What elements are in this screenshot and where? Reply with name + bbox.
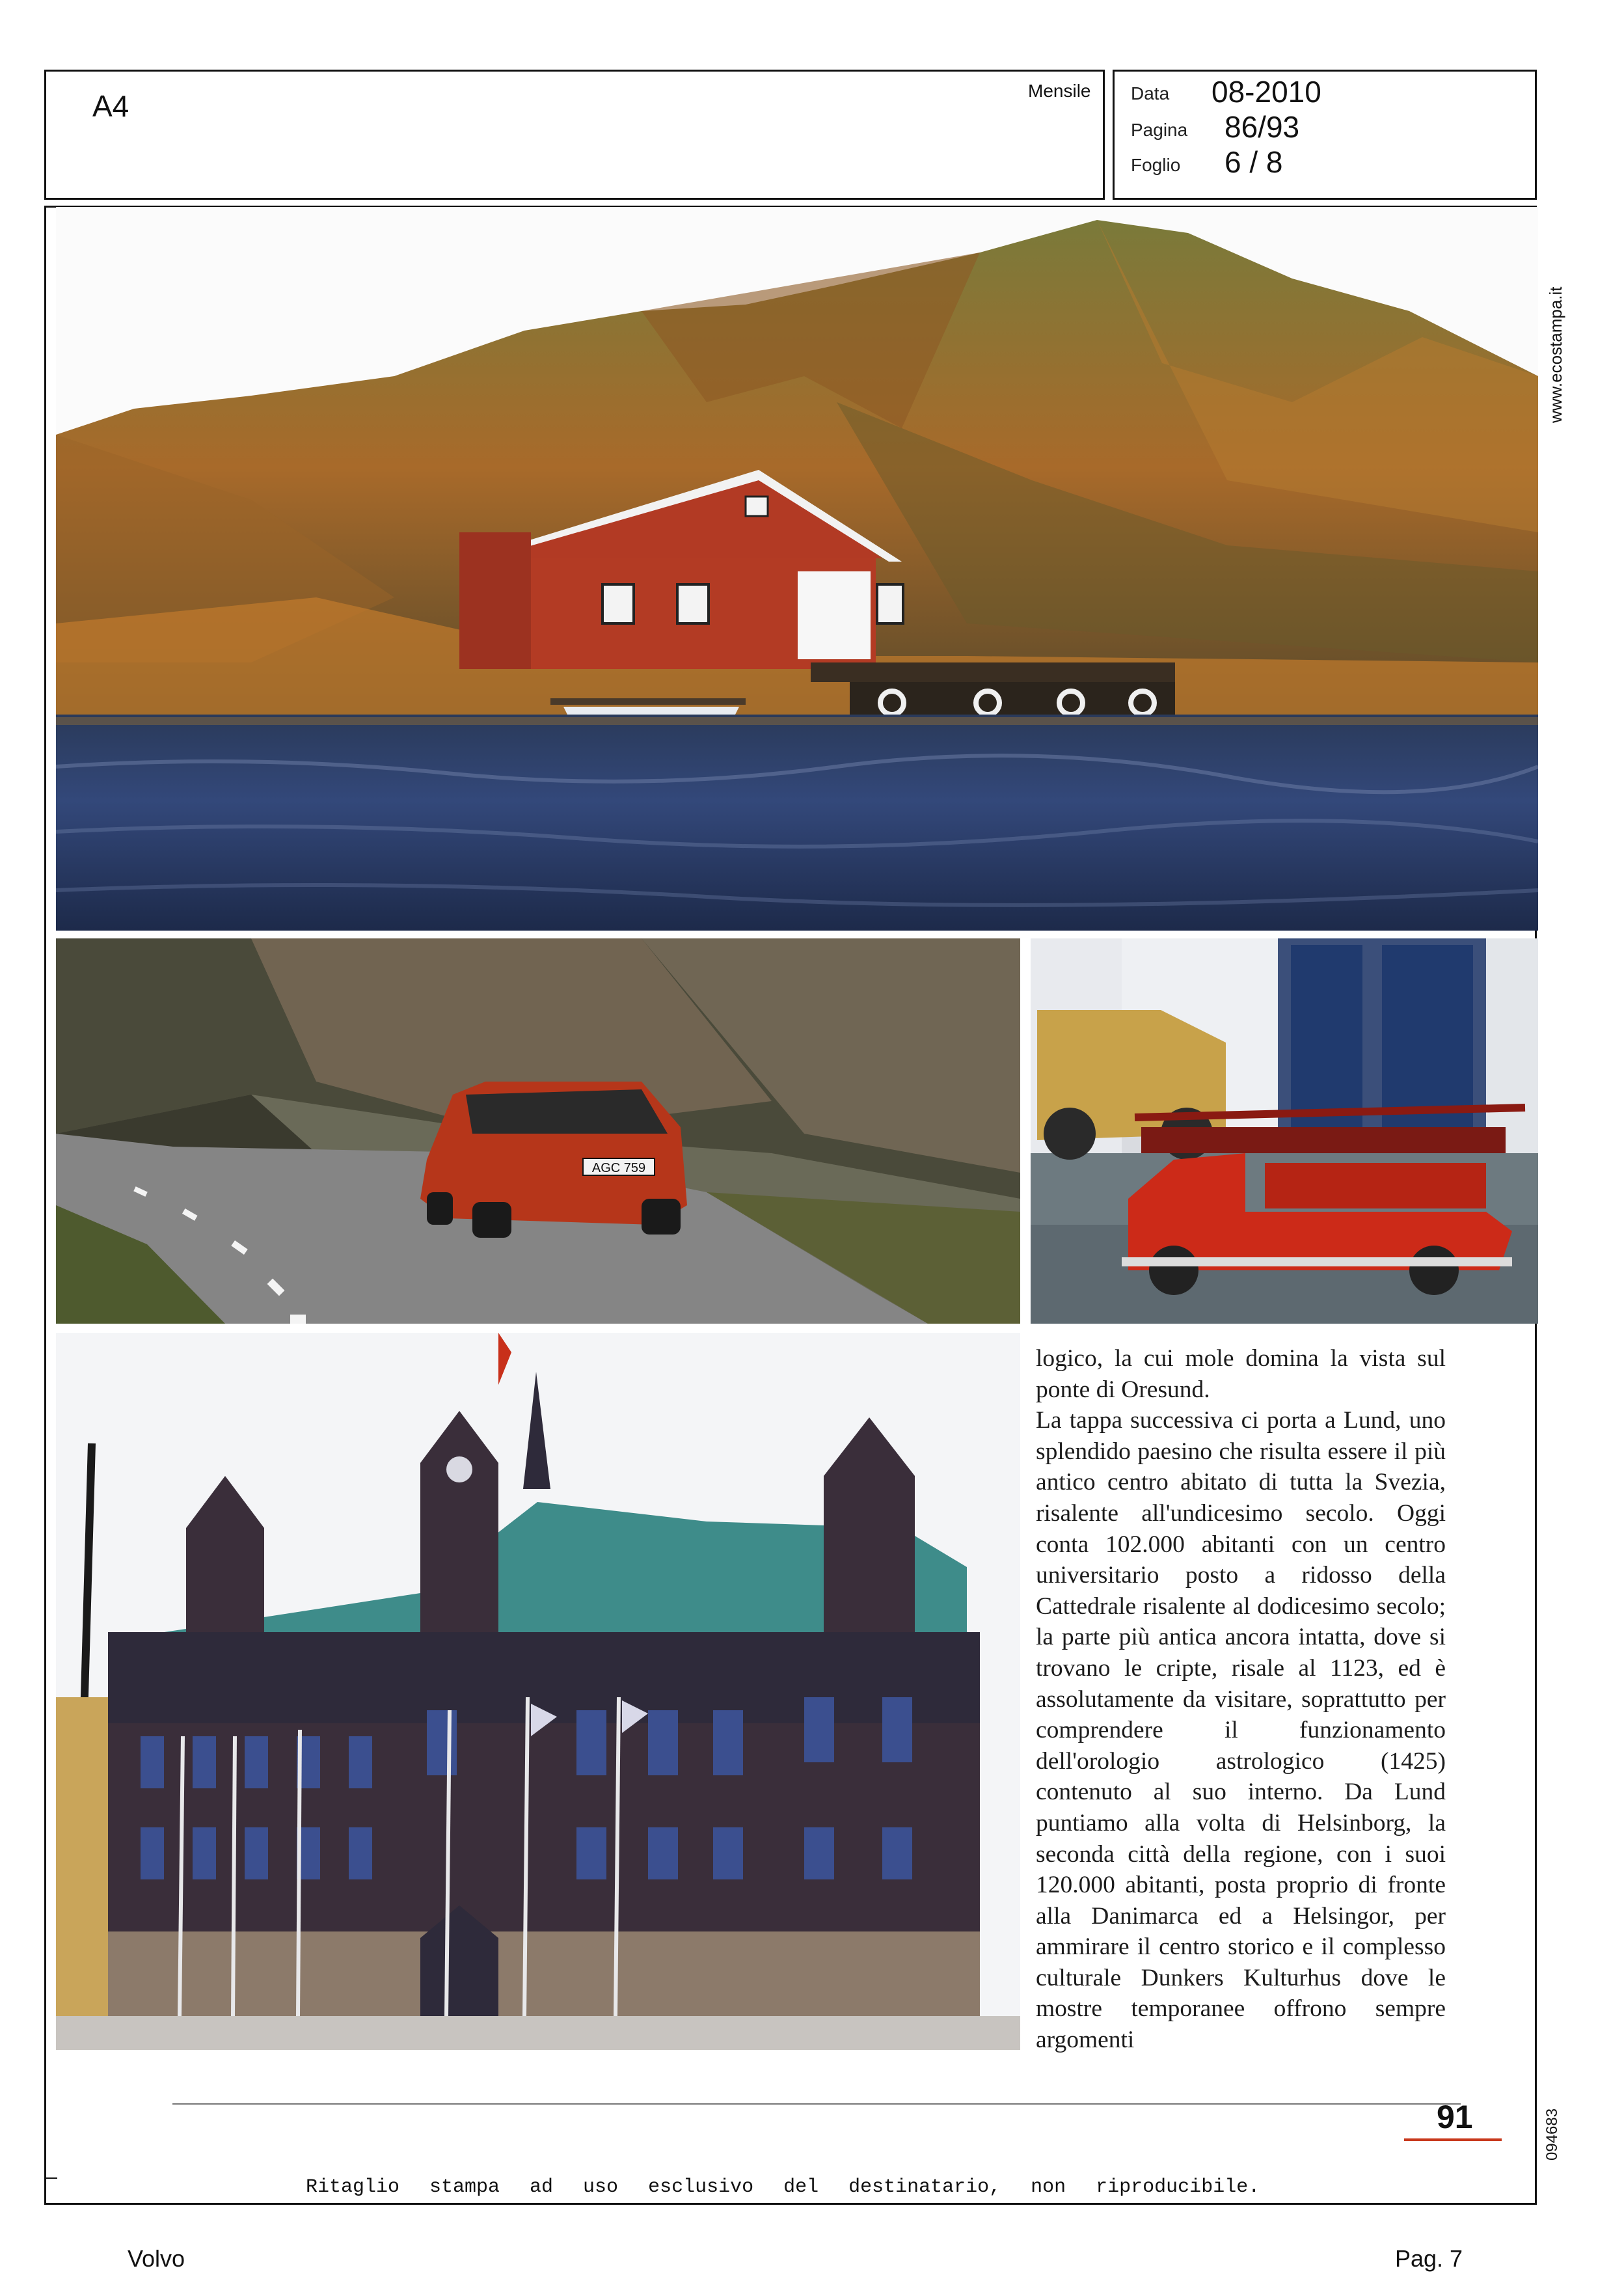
website-vertical: www.ecostampa.it — [1546, 286, 1565, 423]
header-left-box — [44, 70, 1105, 200]
boathouse-photo — [56, 207, 1538, 931]
clipping-code-vertical: 094683 — [1543, 2108, 1561, 2161]
client-name: Volvo — [128, 2245, 185, 2272]
page-number-underline — [1404, 2138, 1502, 2141]
frequency-label: Mensile — [1028, 81, 1091, 101]
format-label: A4 — [92, 89, 129, 123]
disclaimer: Ritaglio stampa ad uso esclusivo del destinatario, non riproducibile. — [306, 2176, 1260, 2198]
article-paragraph: La tappa successiva ci porta a Lund, uno splendido paesino che risulta essere il più antico centro abitato di tutta la Svezia, risalente all'undicesimo secolo. Oggi conta 102.000 abitanti con un centro universitario posto a ridosso della Cattedrale risalente al dodicesimo secolo; la parte più antica ancora intatta, dove si trovano le cripte, risale al 1123, ed è assolutamente da visitare, soprattutto per comprendere il funzionamento dell'orologio astrologico (1425) contenuto al suo interno. Da Lund puntiamo alla volta di Helsinborg, la seconda città della regione, con i suoi 120.000 abitanti, posta proprio di fronte alla Danimarca ed a Helsingor, per ammirare il centro storico e il complesso culturale Dunkers Kulturhus dove le mostre temporanee offrono sempre argomenti — [1036, 1407, 1446, 2054]
museum-photo — [1031, 938, 1538, 1324]
footer-rule — [172, 2103, 1461, 2105]
sheet-label: Foglio — [1131, 155, 1181, 175]
car-license-plate: AGC 759 — [591, 1161, 646, 1175]
sheet-value: 6 / 8 — [1225, 145, 1283, 179]
date-value: 08-2010 — [1211, 75, 1321, 109]
page-indicator: Pag. 7 — [1395, 2245, 1463, 2272]
car-photo — [56, 938, 1020, 1324]
townhall-photo — [56, 1333, 1020, 2050]
page-value: 86/93 — [1225, 110, 1300, 144]
margin-tick — [44, 2177, 57, 2179]
page-label: Pagina — [1131, 120, 1188, 140]
date-label: Data — [1131, 83, 1170, 103]
page-number: 91 — [1437, 2099, 1473, 2135]
article-paragraph: logico, la cui mole domina la vista sul ponte di Oresund. — [1036, 1345, 1446, 1403]
article-text — [1036, 1343, 1446, 2056]
